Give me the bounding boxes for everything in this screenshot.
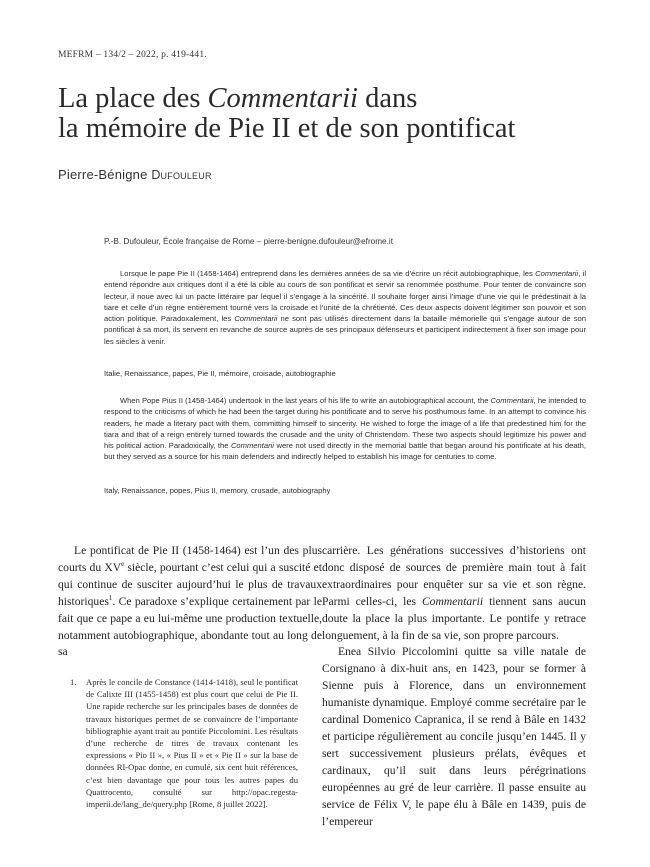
body-text: siècle, pourtant c’est celui qui a suscité et qui continue de susciter aujourd’hui le plus de travaux historiques <box>58 560 322 608</box>
abstract-english <box>104 395 586 463</box>
abstract-text: ne sont pas utilisés directement dans la bataille mémorielle qui s’engage autour de son pontificat à sa mort, ils servent en revanche de source auprès de ses principaux défenseurs et participent indirectement à fixer son image pour les siècles à venir. <box>104 314 586 346</box>
title-part: dans <box>357 83 418 114</box>
abstract-french <box>104 268 586 347</box>
author-family-name: Dufouleur <box>151 168 212 182</box>
title-line-2: la mémoire de Pie II et de son pontificat <box>58 113 516 144</box>
footnote-number: 1. <box>70 677 77 687</box>
abstract-text: , il entend répondre aux critiques dont il a été la cible au cours de son pontificat et servir sa renommée posthume. Pour tenter de convaincre son lecteur, il noue avec lui un pacte littéraire par lequel il s’engage à la sincérité. Il souhaite forger ainsi l’image d’une vie qui le prédestinait à la tiare et celle d’un règne entièrement tourné vers la croisade et l’unité de la chrétienté. Ces deux aspects doivent légitimer son pouvoir et son action politique. Paradoxalement, les <box>104 269 587 324</box>
body-text: Le pontificat de Pie II (1458-1464) est l’un des plus courts du XV <box>58 544 322 574</box>
author-name <box>58 167 212 182</box>
abstract-italic: Commentarii <box>490 396 534 405</box>
abstract-italic: Commentarii <box>535 269 579 278</box>
abstract-text: were not used directly in the memorial battle that began around his pontificate at his death, but they served as a source for his main defenders and indirectly helped to establish his image for centuries to come. <box>104 441 586 462</box>
article-title <box>58 84 598 144</box>
superscript: e <box>121 560 125 569</box>
body-column-left <box>58 543 322 661</box>
footnote-ref[interactable]: 1 <box>108 593 113 602</box>
title-part: La place des <box>58 83 208 114</box>
abstract-italic: Commentarii <box>230 441 274 451</box>
keywords-english: Italy, Renaissance, popes, Pius II, memory, crusade, autobiography <box>104 486 331 495</box>
keywords-french: Italie, Renaissance, papes, Pie II, mémoire, croisade, autobiographie <box>104 369 336 378</box>
abstract-text: Lorsque le pape Pie II (1458-1464) entreprend dans les dernières années de sa vie d’écrire un récit autobiographique, les <box>120 269 536 278</box>
body-text: . Ce paradoxe s’explique certainement par le fait que ce pape a eu lui-même une production textuelle, notamment autobiographique, abondante tout au long de sa <box>58 594 322 659</box>
body-paragraph <box>322 543 586 644</box>
body-text: tiennent sans aucun doute la place la plus importante. Le pontife y retrace longuement, à la fin de sa vie, son propre parcours. <box>322 594 586 642</box>
body-column-right <box>322 543 586 830</box>
abstract-text: , he intended to respond to the criticisms of which he had been the target during his pontificate and to serve his posthumous fame. In an attempt to convince his readers, he made a literary pact with them, committing himself to sincerity. He wished to forge the image of a life that predestined him for the tiara and that of a reign entirely turned towards the crusade and the unity of Christendom. These two aspects should legitimize his power and his political action. Paradoxically, the <box>104 396 587 451</box>
footnote-text: Après le concile de Constance (1414-1418), seul le pontificat de Calixte III (1455-1458) est plus court que celui de Pie II. Une rapide recherche sur les principales bases de données de travaux historiques permet de se convaincre de l’importante bibliographie ayant trait au pontife Piccolomini. Les résultats d’une recherche de titres de travaux contenant les expressions « Pio II », « Pius II » et « Pie II » sur la base de données RI-Opac donne, en cumulé, six cent huit références, c’est bien davantage que pour tous les autres papes du Quattrocento, consulté sur http://opac.regesta-imperii.de/lang_de/query.php [Rome, 8 juillet 2022]. <box>86 677 298 810</box>
author-given-name: Pierre-Bénigne <box>58 167 152 182</box>
journal-header: MEFRM – 134/2 – 2022, p. 419-441. <box>58 50 207 60</box>
body-paragraph: Enea Silvio Piccolomini quitte sa ville natale de Corsignano à dix-huit ans, en 1423, pour se former à Sienne puis à Florence, dans un environnement humaniste dynamique. Employé comme secrétaire par le cardinal Domenico Capranica, il se rend à Bâle en 1432 et participe régulièrement au concile jusqu’en 1445. Il y sert successivement plusieurs prélats, évêques et cardinaux, qu’il suit dans leurs pérégrinations européennes au gré de leur carrière. Il passe ensuite au service de Félix V, le pape élu à Bâle en 1439, puis de l’empereur <box>322 645 586 828</box>
author-affiliation: P.-B. Dufouleur, École française de Rome – pierre-benigne.dufouleur@efrome.it <box>104 237 393 246</box>
title-italic: Commentarii <box>207 83 358 114</box>
body-italic: Commentarii <box>421 594 484 608</box>
footnote <box>58 676 298 810</box>
body-text: carrière. Les générations successives d’historiens ont donc disposé de sources de première main tout à fait extraordinaires pour enquêter sur sa vie et son règne. Parmi celles-ci, les <box>322 544 586 608</box>
body-paragraph <box>58 543 322 661</box>
abstract-italic: Commentarii <box>234 314 278 324</box>
abstract-text: When Pope Pius II (1458-1464) undertook in the last years of his life to write an autobiographical account, the <box>120 396 491 405</box>
